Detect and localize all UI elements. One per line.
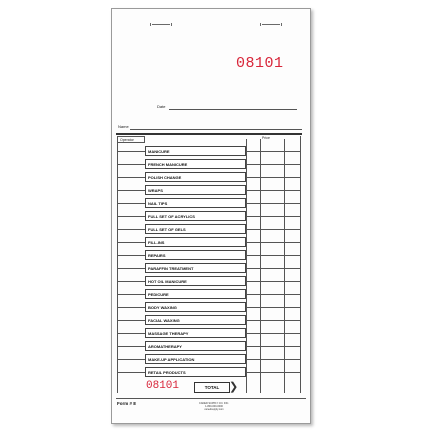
operator-entry-line [117, 229, 145, 230]
operator-entry-line [117, 242, 145, 243]
operator-entry-line [117, 307, 145, 308]
service-item: MASSAGE THERAPY [145, 328, 246, 338]
price-entry-line [246, 307, 300, 308]
bottom-ticket-number: 08101 [146, 380, 180, 392]
service-item: FACIAL WAXING [145, 315, 246, 325]
grid-column-rule [117, 136, 118, 393]
operator-entry-line [117, 177, 145, 178]
price-entry-line [246, 281, 300, 282]
price-entry-line [246, 320, 300, 321]
service-item: WRAPS [145, 185, 246, 195]
grid-column-rule [246, 139, 247, 393]
operator-entry-line [117, 268, 145, 269]
price-entry-line [246, 177, 300, 178]
date-line [169, 109, 297, 110]
operator-entry-line [117, 216, 145, 217]
grid-column-rule [260, 139, 261, 393]
operator-entry-line [117, 359, 145, 360]
service-item: POLISH CHANGE [145, 172, 246, 182]
date-label: Date [157, 104, 166, 109]
company-phone: 1-800-000-0000 [205, 405, 223, 408]
service-item: HOT OIL MANICURE [145, 276, 246, 286]
operator-entry-line [117, 281, 145, 282]
company-name: CANED SUPPLY CO. INC. [199, 402, 229, 405]
service-item: BODY WAXING [145, 302, 246, 312]
price-entry-line [246, 229, 300, 230]
price-entry-line [246, 372, 300, 373]
service-item: FULL SET OF GELS [145, 224, 246, 234]
price-entry-line [246, 164, 300, 165]
service-item: NAIL TIPS [145, 198, 246, 208]
operator-entry-line [117, 151, 145, 152]
operator-column-header: Operator [117, 136, 145, 143]
operator-entry-line [117, 203, 145, 204]
staple-icon [260, 23, 282, 27]
operator-entry-line [117, 346, 145, 347]
price-entry-line [246, 190, 300, 191]
price-entry-line [246, 346, 300, 347]
price-entry-line [246, 268, 300, 269]
company-web: canedsupply.com [204, 408, 224, 411]
price-column-header: Price [262, 136, 270, 140]
price-entry-line [246, 203, 300, 204]
operator-entry-line [117, 320, 145, 321]
staple-icon [150, 23, 172, 27]
grid-column-rule [300, 136, 301, 393]
service-item: FRENCH MANICURE [145, 159, 246, 169]
operator-entry-line [117, 333, 145, 334]
form-number: Form # 8 [117, 401, 136, 406]
service-item: FILL-INS [145, 237, 246, 247]
service-item: REPAIRS [145, 250, 246, 260]
form-divider [116, 398, 306, 399]
service-item: AROMATHERAPY [145, 341, 246, 351]
price-entry-line [246, 151, 300, 152]
name-line [130, 129, 302, 130]
service-item: MAKE-UP APPLICATION [145, 354, 246, 364]
chevron-right-icon: ❯ [229, 381, 239, 393]
service-item: RETAIL PRODUCTS [145, 367, 246, 377]
total-label: TOTAL [194, 382, 230, 393]
price-entry-line [246, 216, 300, 217]
service-item: PEDICURE [145, 289, 246, 299]
operator-entry-line [117, 255, 145, 256]
service-item: PARAFFIN TREATMENT [145, 263, 246, 273]
price-entry-line [246, 333, 300, 334]
service-item: MANICURE [145, 146, 246, 156]
operator-entry-line [117, 294, 145, 295]
grid-top-rule [116, 133, 302, 135]
operator-entry-line [117, 190, 145, 191]
price-entry-line [246, 294, 300, 295]
operator-entry-line [117, 164, 145, 165]
price-entry-line [246, 242, 300, 243]
price-entry-line [246, 255, 300, 256]
ticket-number: 08101 [236, 55, 284, 72]
grid-column-rule [284, 139, 285, 393]
service-item: FULL SET OF ACRYLICS [145, 211, 246, 221]
price-entry-line [246, 359, 300, 360]
company-info [179, 402, 249, 411]
name-label: Name [118, 124, 129, 129]
operator-entry-line [117, 372, 145, 373]
salon-service-ticket [111, 8, 311, 424]
